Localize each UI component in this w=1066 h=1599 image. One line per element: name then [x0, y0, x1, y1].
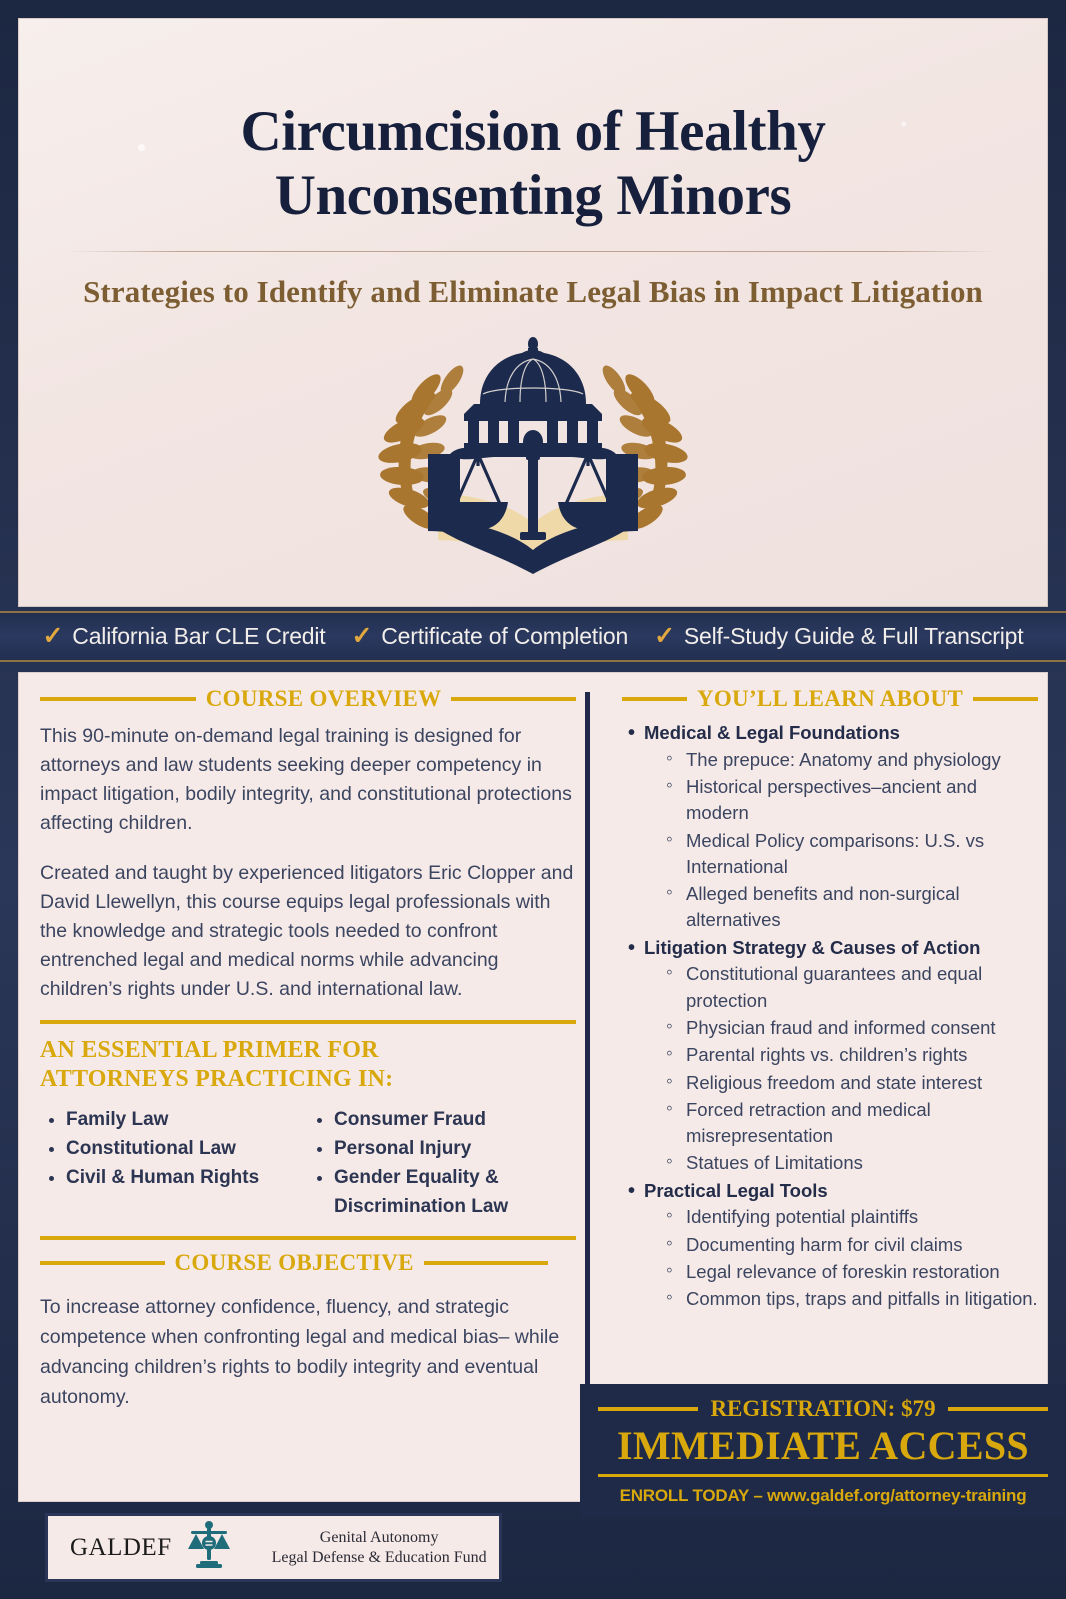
- learn-group-title: • Medical & Legal Foundations: [622, 720, 1038, 747]
- page-title: [103, 100, 963, 229]
- balance-scale-icon: [186, 1519, 232, 1576]
- badge-item: [654, 623, 1023, 650]
- course-overview-heading: COURSE OVERVIEW: [40, 686, 576, 712]
- course-objective-heading: COURSE OBJECTIVE: [40, 1250, 576, 1276]
- badge-item: [352, 623, 629, 650]
- list-item: • Family Law: [66, 1106, 308, 1135]
- learn-group-items: [666, 1204, 1038, 1312]
- list-item: ◦ The prepuce: Anatomy and physiology: [666, 747, 1038, 773]
- left-column: [28, 672, 588, 1502]
- list-item: • Consumer Fraud: [334, 1106, 576, 1135]
- registration-block[interactable]: [580, 1384, 1066, 1518]
- check-icon: ✓: [351, 622, 373, 650]
- list-item: • Civil & Human Rights: [66, 1164, 308, 1193]
- learn-about-list: [622, 720, 1038, 1312]
- objective-top-rule: [40, 1236, 576, 1240]
- list-item: ◦ Constitutional guarantees and equal protection: [666, 961, 1038, 1014]
- practice-areas-column-1: [66, 1106, 308, 1222]
- badge-label: Certificate of Completion: [381, 623, 629, 649]
- check-icon: ✓: [42, 622, 64, 650]
- list-item: • Gender Equality & Discrimination Law: [334, 1164, 576, 1222]
- list-item: ◦ Identifying potential plaintiffs: [666, 1204, 1038, 1230]
- learn-group: [622, 1178, 1038, 1313]
- hero-divider: [68, 251, 998, 252]
- learn-group-items: [666, 747, 1038, 934]
- course-objective-text: To increase attorney confidence, fluency, and strategic competence when confronting legal and medical bias– while advancing children’s rights to bodily integrity and eventual autonomy.: [40, 1295, 560, 1409]
- list-item: ◦ Documenting harm for civil claims: [666, 1232, 1038, 1258]
- learn-group-title: • Litigation Strategy & Causes of Action: [622, 935, 1038, 962]
- list-item: • Personal Injury: [334, 1135, 576, 1164]
- list-item: ◦ Forced retraction and medical misrepresentation: [666, 1097, 1038, 1150]
- overview-paragraph-2: Created and taught by experienced litigators Eric Clopper and David Llewellyn, this course equips legal professionals with the knowledge and strategic tools needed to confront entrenched legal and medical norms while advancing children’s rights under U.S. and international law.: [40, 862, 574, 1000]
- check-icon: ✓: [654, 622, 675, 650]
- content-panel: [18, 672, 1048, 1502]
- page-subtitle: Strategies to Identify and Eliminate Legal Bias in Impact Litigation: [83, 273, 983, 309]
- primer-heading-line-1: AN ESSENTIAL PRIMER FOR: [40, 1036, 379, 1063]
- logo-wordmark: GALDEF: [70, 1533, 172, 1561]
- practice-areas: [40, 1106, 576, 1222]
- badge-item: [43, 623, 326, 650]
- badge-label: California Bar CLE Credit: [72, 623, 326, 649]
- list-item: ◦ Legal relevance of foreskin restoration: [666, 1259, 1038, 1285]
- registration-headline: IMMEDIATE ACCESS: [617, 1423, 1029, 1468]
- primer-heading-line-2: ATTORNEYS PRACTICING IN:: [40, 1066, 394, 1092]
- primer-top-rule: [40, 1020, 576, 1024]
- learn-group: [622, 720, 1038, 934]
- galdef-logo: [45, 1513, 502, 1582]
- logo-tagline: [272, 1528, 487, 1566]
- registration-price: REGISTRATION: $79: [598, 1396, 1048, 1422]
- course-overview-text: [40, 722, 576, 1004]
- learn-group-title: • Practical Legal Tools: [622, 1178, 1038, 1205]
- list-item: ◦ Parental rights vs. children’s rights: [666, 1042, 1038, 1068]
- scales-of-justice-laurel-emblem: [368, 326, 698, 581]
- registration-rule: [598, 1474, 1048, 1477]
- list-item: ◦ Physician fraud and informed consent: [666, 1015, 1038, 1041]
- list-item: ◦ Alleged benefits and non-surgical alternatives: [666, 881, 1038, 934]
- list-item: ◦ Statues of Limitations: [666, 1150, 1038, 1176]
- title-line-2: Unconsenting Minors: [274, 164, 792, 228]
- list-item: ◦ Medical Policy comparisons: U.S. vs International: [666, 828, 1038, 881]
- learn-group: [622, 935, 1038, 1177]
- primer-heading: [40, 1036, 576, 1095]
- badge-label: Self-Study Guide & Full Transcript: [683, 623, 1024, 649]
- practice-areas-column-2: [334, 1106, 576, 1222]
- list-item: ◦ Religious freedom and state interest: [666, 1070, 1038, 1096]
- learn-group-items: [666, 961, 1038, 1176]
- overview-paragraph-1: This 90-minute on-demand legal training is designed for attorneys and law students seeking deeper competency in impact litigation, bodily integrity, and constitutional protections affecting children.: [40, 725, 572, 834]
- list-item: ◦ Common tips, traps and pitfalls in litigation.: [666, 1286, 1038, 1312]
- hero-panel: [18, 18, 1048, 607]
- title-line-1: Circumcision of Healthy: [240, 100, 826, 163]
- list-item: ◦ Historical perspectives–ancient and modern: [666, 774, 1038, 827]
- list-item: • Constitutional Law: [66, 1135, 308, 1164]
- learn-about-heading: YOU’LL LEARN ABOUT: [622, 686, 1038, 712]
- right-column: [598, 672, 1048, 1502]
- enroll-link[interactable]: ENROLL TODAY – www.galdef.org/attorney-training: [619, 1486, 1027, 1505]
- credentials-bar: [0, 611, 1066, 662]
- logo-tagline-line-1: Genital Autonomy: [319, 1529, 439, 1547]
- logo-tagline-line-2: Legal Defense & Education Fund: [271, 1548, 487, 1566]
